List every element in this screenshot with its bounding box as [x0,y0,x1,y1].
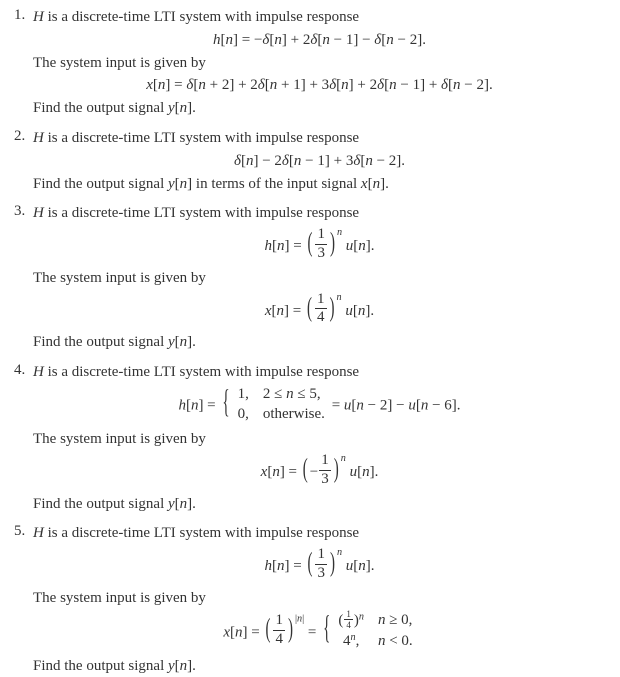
math-run: [ [271,237,277,254]
problem-body [33,523,606,677]
math-run: ( [338,612,344,629]
math-variable: n [245,152,254,169]
problem-body [33,7,606,119]
math-run: ] = [284,558,306,575]
math-variable: n [350,631,356,643]
equation [33,228,606,264]
math-variable: n [293,152,302,169]
right-paren-icon: ) [287,614,293,645]
math-variable: n [362,463,370,480]
text-line [33,496,606,513]
math-variable: n [386,31,394,48]
problem-body [33,128,606,194]
cases-rows [238,385,325,424]
math-run: + 1] + 3 [277,77,330,94]
left-paren-icon: ( [265,614,271,645]
math-run: [ [174,334,180,351]
math-run: ] = [165,77,187,94]
math-variable: y [168,334,175,351]
math-variable: H [33,205,44,222]
math-variable: δ [441,77,449,94]
math-run [342,238,375,254]
math-variable: n [274,31,282,48]
math-run [359,611,364,622]
math-run: ] = [279,463,301,480]
math-variable: u [408,397,416,414]
math-run [341,453,346,464]
math-variable: δ [377,77,385,94]
math-run: [ [230,623,236,640]
math-variable: n [272,463,280,480]
math-run: ≥ 0, [385,611,413,628]
math-variable: n [358,237,366,254]
cases-cell [378,611,413,631]
math-run: ]. [365,237,375,254]
math-run: ) [353,612,359,629]
fraction-denominator: 4 [275,631,283,647]
text-run: Find the output signal [33,495,168,512]
equation [33,548,606,584]
problem-number: 3. [14,203,26,220]
cases-group [222,385,325,424]
math-variable: u [345,237,354,254]
math-run [261,464,301,480]
math-variable: u [345,558,354,575]
math-run: [ [381,31,387,48]
math-run: = [327,397,344,414]
problem-number: 5. [14,523,26,540]
left-paren-icon: ( [302,454,308,485]
math-variable: n [336,547,343,559]
paren-group [305,290,337,326]
superscript [337,547,342,558]
math-run: − 2] − [363,397,409,414]
text-line [33,130,606,147]
fraction-denominator: 3 [321,470,329,487]
math-variable: n [389,77,397,94]
math-run: ] = [284,237,306,254]
left-paren-icon: ( [307,293,313,323]
math-run: ] = − [233,31,263,48]
paren-group [305,546,337,582]
math-run [178,397,219,413]
math-run: [ [271,558,277,575]
math-variable: n [179,175,188,192]
math-variable: y [168,175,175,192]
equation [33,608,606,653]
math-run: ]. [365,558,375,575]
right-paren-icon: ) [329,228,335,259]
math-run: [ [317,31,323,48]
text-run: The system input is given by [33,269,206,286]
math-variable: n [453,77,461,94]
math-variable: x [360,175,368,192]
math-run [346,464,379,480]
math-run: [ [353,237,359,254]
math-run: [ [185,397,191,414]
math-variable: y [168,658,175,675]
fraction-numerator: 1 [275,612,283,629]
math-variable: n [235,623,243,640]
math-run [168,100,196,116]
math-run [337,547,342,558]
fraction-numerator: 1 [346,608,351,619]
math-variable: H [33,9,44,25]
text-run: in terms of the input signal [192,175,361,192]
math-variable: δ [329,77,337,94]
math-variable: δ [262,31,270,48]
math-variable: δ [186,77,194,94]
math-variable: n [358,611,364,623]
math-run: − 1] − [329,31,375,48]
cases-cell [263,405,325,424]
math-run: [ [174,658,180,675]
text-run: Find the output signal [33,658,168,675]
math-run: [ [336,77,342,94]
math-run: − 2]. [372,152,406,169]
math-run: − [309,463,319,480]
math-variable: h [264,558,272,575]
fraction [314,227,328,262]
text-run: is a discrete-time LTI system with impulse response [43,129,360,146]
math-run [263,386,321,402]
problem-item [14,203,606,353]
math-run [361,176,389,192]
math-variable: n [269,77,278,94]
math-variable: n [357,302,366,319]
math-variable: n [420,397,429,414]
left-paren-icon: ( [307,549,313,579]
math-variable: n [179,334,188,351]
text-run: Find the output signal [33,334,168,351]
math-run [238,406,249,422]
math-variable: y [168,100,175,117]
math-run: [ [193,77,199,94]
math-run: [ [240,152,246,169]
math-run: 2 ≤ [262,385,287,402]
math-run: ]. [380,175,389,192]
math-run [168,334,196,350]
math-run: ]. [187,334,196,351]
equation [33,32,606,49]
text-run: is a discrete-time LTI system with impulse response [43,525,360,542]
left-paren-icon: ( [307,228,313,259]
math-run: ] = [198,397,220,414]
math-variable: n [340,453,346,465]
math-variable: n [377,611,386,628]
math-run: ]. [187,495,196,512]
problem-item [14,7,606,119]
superscript [341,453,346,464]
math-run: [ [352,302,358,319]
math-variable: x [146,77,153,94]
problem-body [33,362,606,514]
math-run: − 1] + 3 [301,152,354,169]
problem-item [14,128,606,194]
math-run: [ [360,152,366,169]
problem-body [33,203,606,353]
math-run: ] = [242,623,264,640]
cases-brace-icon: { [323,612,331,647]
equation [33,454,606,490]
equation [33,153,606,170]
math-run: [ [264,77,270,94]
text-line [33,658,606,675]
math-variable: h [264,237,272,254]
math-run [356,633,360,649]
text-line [33,270,606,287]
fraction-numerator: 1 [317,546,325,563]
math-run: 4 [342,632,351,649]
math-variable: h [213,31,221,48]
math-variable: n [372,175,381,192]
math-variable: n [286,385,294,402]
fraction-denominator: 4 [346,619,351,630]
math-run: − 6]. [428,397,461,414]
cases-cell [238,405,249,424]
text-line [33,55,606,72]
math-run: − 2]. [393,31,426,48]
math-run: [ [174,175,180,192]
superscript [337,292,342,303]
math-run [337,292,342,303]
math-run [378,612,412,628]
right-paren-icon: ) [333,454,339,485]
cases-brace-icon: { [222,385,230,421]
math-run: ] + 2 [281,31,311,48]
math-run: ]. [187,100,196,117]
problem-number: 2. [14,127,26,144]
text-run: is a discrete-time LTI system with impulse response [43,205,360,222]
text-line [33,525,606,542]
fraction-numerator: 1 [321,452,329,469]
paren-group [305,226,337,262]
math-variable: n [336,227,343,239]
fraction [314,547,328,582]
math-run: | [302,613,305,625]
problem-item [14,362,606,514]
right-paren-icon: ) [329,293,335,323]
text-run: The system input is given by [33,54,206,71]
math-run: − 2]. [460,77,493,94]
math-run [146,77,493,93]
math-variable: u [345,302,353,319]
text-line [33,334,606,351]
cases-cell [238,385,249,404]
math-variable: H [33,525,44,542]
equation [33,77,606,94]
math-run: [ [174,100,180,117]
math-run: , [355,632,360,649]
math-run: 0, [237,405,249,422]
math-variable: δ [257,77,265,94]
math-variable: n [365,152,373,169]
right-paren-icon: ) [329,549,335,579]
math-variable: n [377,632,386,649]
text-line [33,205,606,222]
math-variable: n [276,558,285,575]
math-variable: n [276,237,285,254]
math-run [342,558,375,574]
fraction [314,292,328,327]
math-variable: δ [374,31,382,48]
math-run: | [294,613,298,625]
paren-group [301,452,341,487]
math-variable: H [33,363,44,380]
math-variable: n [179,658,188,675]
math-variable: n [356,397,364,414]
math-variable: n [157,77,166,94]
math-run [168,496,196,512]
math-variable: h [178,397,186,414]
fraction [318,453,332,488]
math-run: [ [367,175,373,192]
math-run: [ [353,558,359,575]
math-run: [ [415,397,421,414]
math-run: [ [269,31,275,48]
math-run: ]. [187,658,196,675]
problem-number: 4. [14,361,26,378]
math-variable: δ [281,152,289,169]
math-run: = [304,623,321,640]
fraction-numerator: 1 [317,290,325,307]
text-line [33,364,606,381]
math-variable: δ [353,152,361,169]
cases-rows [338,608,413,651]
fraction-numerator: 1 [317,226,325,243]
text-run: is a discrete-time LTI system with impulse response [43,363,360,380]
math-run [223,624,263,640]
math-variable: δ [310,31,318,48]
math-variable: n [198,77,206,94]
math-run [264,238,305,254]
fraction-denominator: 3 [317,565,325,582]
math-run [234,153,405,169]
paren-group [263,612,295,647]
math-run: ]. [365,302,375,319]
math-variable: x [260,463,268,480]
text-run: otherwise. [262,405,325,422]
math-run: [ [351,397,357,414]
math-variable: n [336,291,342,303]
text-run: The system input is given by [33,431,206,448]
math-run [310,464,318,480]
math-variable: n [190,397,199,414]
text-line [33,176,606,193]
problem-list [14,7,606,677]
math-variable: n [179,100,188,117]
fraction-denominator: 3 [317,245,325,262]
math-variable: u [349,463,358,480]
math-variable: n [358,558,366,575]
math-run [168,658,196,674]
fraction [272,613,286,648]
math-run: ] [187,175,193,192]
cases-cell [338,608,364,631]
math-run: [ [220,31,226,48]
math-run [265,302,305,318]
text-line [33,590,606,607]
superscript [337,227,342,238]
math-run: [ [174,495,180,512]
math-run: [ [384,77,390,94]
math-run: − 1] + [396,77,442,94]
math-variable: x [264,302,272,319]
cases-cell [378,632,413,651]
text-line [33,9,606,26]
math-run [213,32,426,48]
math-variable: n [179,495,188,512]
math-run: < 0. [385,632,413,649]
fraction-denominator: 4 [317,309,325,326]
math-variable: n [341,77,349,94]
math-variable: n [297,613,303,625]
equation [33,290,606,329]
fraction [343,610,354,630]
math-variable: y [168,495,175,512]
math-variable: u [343,397,352,414]
math-variable: n [322,31,330,48]
math-run: [ [152,77,158,94]
math-run [342,302,375,318]
text-line [33,431,606,448]
math-run [295,613,304,624]
superscript [359,611,364,622]
cases-group [323,608,413,651]
math-run: ]. [369,463,379,480]
cases-cell [338,632,364,651]
math-run: + 2] + 2 [205,77,258,94]
math-run [168,176,192,192]
math-run: ] = [284,302,306,319]
cases-cell [263,385,325,404]
math-run: [ [271,302,277,319]
math-variable: H [33,129,44,146]
text-line [33,100,606,117]
math-variable: n [276,302,285,319]
math-variable: x [223,623,231,640]
math-variable: n [225,31,233,48]
math-run: ] + 2 [348,77,378,94]
math-run [337,227,342,238]
equation [33,387,606,426]
math-run: [ [357,463,363,480]
math-run: [ [267,463,273,480]
math-run: ] − 2 [253,152,282,169]
text-run: The system input is given by [33,589,206,606]
math-run [238,386,249,402]
math-run: ≤ 5, [293,385,321,402]
math-run: [ [288,152,294,169]
problem-number: 1. [14,7,26,23]
math-run [328,397,461,413]
math-run [378,633,413,649]
problem-item [14,523,606,677]
math-run: [ [448,77,454,94]
math-run [264,558,305,574]
text-run: Find the output signal [33,175,168,192]
superscript [295,613,304,624]
math-variable: δ [233,152,241,169]
math-run [304,624,320,640]
math-run: 1, [237,385,249,402]
text-run: is a discrete-time LTI system with impulse response [43,9,360,25]
text-run: Find the output signal [33,100,168,117]
